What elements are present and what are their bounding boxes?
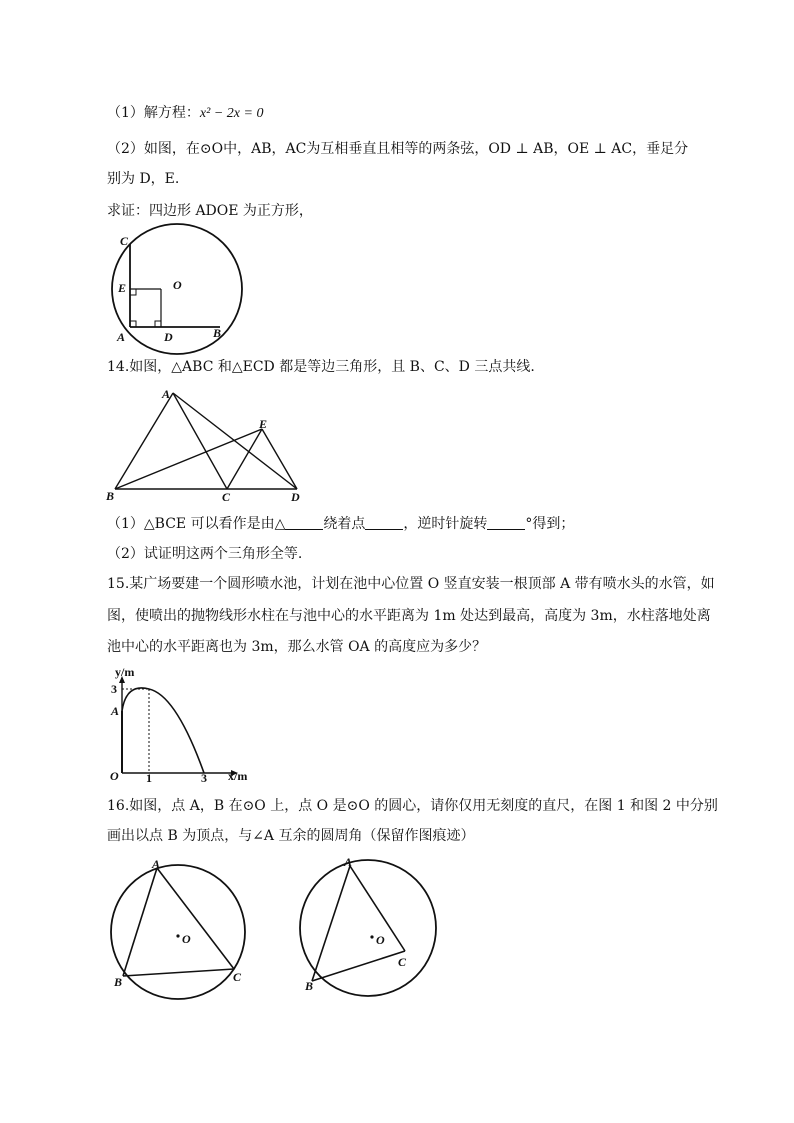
q15-x-label: x/m [228,769,248,783]
q15-line2: 图，使喷出的抛物线形水柱在与池中心的水平距离为 1m 处达到最高，高度为 3m，水柱落地处离 [107,608,711,624]
q13-label-b: B [213,326,222,340]
q13-label-c: C [120,234,129,248]
q15-line3: 池中心的水平距离也为 3m，那么水管 OA 的高度应为多少？ [107,639,487,655]
q13-part2-line2: 别为 D，E. [107,171,180,187]
q15-tick-x1: 1 [146,771,152,785]
q15-line1: 15.某广场要建一个圆形喷水池，计划在池中心位置 O 竖直安装一根顶部 A 带有喷水头的水管，如 [107,576,715,592]
q13-label-o: O [173,278,182,292]
q13-part1-text: （1）解方程： [107,105,200,121]
q15-label-a: A [111,704,120,718]
q16-fig1-label-a: A [152,857,161,871]
q15-label-origin: O [110,769,119,783]
q14-label-b: B [106,489,115,503]
q15-tick-y3: 3 [111,682,117,696]
q14-blank-2[interactable] [365,515,403,530]
q16-fig1-label-c: C [233,970,242,984]
q15-parabola [122,688,204,773]
q16-line2: 画出以点 B 为顶点，与∠A 互余的圆周角（保留作图痕迹） [107,828,475,844]
q15-tick-x3: 3 [201,771,207,785]
q14-label-c: C [222,490,231,504]
q16-fig1-side-ab [123,868,157,976]
q16-line1: 16.如图，点 A，B 在⊙O 上，点 O 是⊙O 的圆心，请你仅用无刻度的直尺，在图 1 和图 2 中分别 [107,798,718,814]
q14-blank-1[interactable] [285,515,323,530]
q14-part1-text-d: °得到； [525,516,575,532]
q14-label-d: D [291,490,300,504]
q14-figure [105,387,300,504]
q14-side-ed [262,429,297,489]
q14-part1-text-c: ，逆时针旋转 [403,516,488,532]
q14-side-ba [115,393,173,489]
q16-figure-2 [300,855,436,996]
q15-y-label: y/m [115,665,135,679]
q16-fig1-circle [111,865,245,999]
q14-part2: （2）试证明这两个三角形全等. [107,546,303,562]
q13-equation: x² − 2x = 0 [199,106,264,121]
q14-stem: 14.如图，△ABC 和△ECD 都是等边三角形，且 B、C、D 三点共线. [107,359,535,375]
q14-side-ac [173,393,227,489]
q16-figure-1 [111,857,245,999]
q14-side-be [115,429,262,489]
q14-blank-3[interactable] [487,515,525,530]
q13-label-d: D [164,330,173,344]
q15-figure [110,665,247,785]
q13-label-e: E [118,281,127,295]
q16-fig2-circle [300,860,436,996]
q13-label-a: A [117,330,126,344]
q16-fig2-side-bc [312,951,405,981]
q16-fig2-label-c: C [398,955,407,969]
q16-fig2-label-b: B [305,979,314,993]
q14-label-a: A [162,387,171,401]
q14-part1 [107,514,574,534]
q16-fig1-side-bc [123,969,234,976]
q16-fig1-label-b: B [114,975,123,989]
q16-fig1-center [176,934,179,937]
q14-part1-text-b: 绕着点 [323,516,366,532]
q16-fig2-label-o: O [376,933,385,947]
q13-part2-line1: （2）如图，在⊙O中，AB，AC为互相垂直且相等的两条弦，OD ⊥ AB，OE ⊥ AC，垂足分 [107,141,689,157]
q13-part2-line3: 求证：四边形 ADOE 为正方形， [107,203,313,219]
q16-fig2-label-a: A [344,855,353,869]
q16-fig1-label-o: O [182,932,191,946]
q14-part1-text-a: （1）△BCE 可以看作是由△ [107,516,286,532]
q16-fig1-side-ac [157,868,234,969]
q16-fig2-center [370,935,373,938]
q14-label-e: E [259,417,268,431]
